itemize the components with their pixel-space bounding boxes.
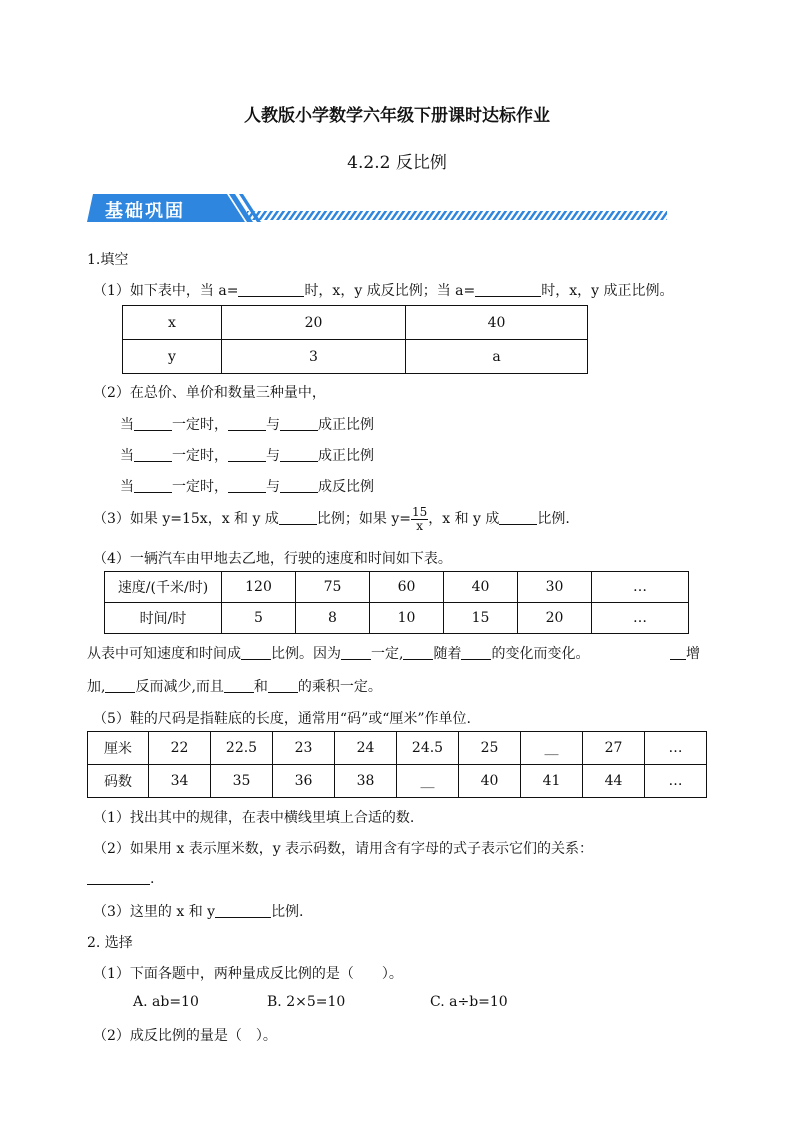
q1-p2-intro: （2）在总价、单价和数量三种量中， [93,385,326,401]
answer-blank[interactable] [341,645,371,660]
table-cell: 22.5 [211,732,273,765]
q1-p1-pre: （1）如下表中，当 a= [93,283,239,299]
table-cell: 40 [459,765,521,798]
q1-p4-l1e: 的变化而变化。 [491,646,590,662]
table-cell: 10 [370,603,444,634]
table-cell: 厘米 [88,732,149,765]
table-cell: 24 [335,732,397,765]
table-cell: 34 [149,765,211,798]
q1-p4-l2d: 的乘积一定。 [297,679,382,695]
q1-p3-b: 比例；如果 y= [316,511,411,527]
speed-time-table [104,571,689,634]
answer-blank[interactable] [215,903,271,918]
q2-heading: 2. 选择 [87,935,133,951]
q1-p5-sub2-answer [87,870,154,887]
q1-p3-a: （3）如果 y=15x，x 和 y 成 [93,511,279,527]
table-cell[interactable]: __ [521,732,583,765]
option-c[interactable]: C. a÷b=10 [430,994,508,1010]
q1-p4-l1a: 从表中可知速度和时间成 [87,646,241,662]
table-cell: 速度/(千米/时) [105,572,222,603]
table-row [105,603,689,634]
answer-blank[interactable] [670,645,686,660]
table-row [88,765,707,798]
ding-text: 一定时， [172,479,228,495]
option-a[interactable]: A. ab=10 [133,994,199,1010]
table-cell: x [123,306,222,340]
answer-blank[interactable] [475,282,541,297]
page-subtitle: 4.2.2 反比例 [347,153,447,173]
q1-p4-l1d: 随着 [433,646,462,662]
answer-blank[interactable] [403,645,433,660]
table-row [123,340,588,374]
page-title: 人教版小学数学六年级下册课时达标作业 [244,106,550,126]
q1-p3-c: ，x 和 y 成 [428,511,500,527]
table-row [105,572,689,603]
table-row [123,306,588,340]
q1-p4-l2b: 反而减少,而且 [135,679,224,695]
answer-blank[interactable] [241,645,271,660]
table-cell: 60 [370,572,444,603]
table-cell: … [592,603,689,634]
table-cell: 38 [335,765,397,798]
q1-p2-line1 [120,414,374,434]
table-cell: 22 [149,732,211,765]
relation-text: 成正比例 [318,448,374,464]
dang-text: 当 [120,479,134,495]
table-cell: 41 [521,765,583,798]
table-cell: 27 [583,732,645,765]
table-cell: 20 [222,306,406,340]
yu-text: 与 [266,479,280,495]
table-cell: 35 [211,765,273,798]
table-cell: 8 [296,603,370,634]
answer-blank[interactable] [87,870,150,885]
answer-blank[interactable] [499,510,537,525]
table-cell: … [645,732,707,765]
answer-blank[interactable] [134,447,172,462]
answer-blank[interactable] [238,282,304,297]
table-cell: 24.5 [397,732,459,765]
q2-p2: （2）成反比例的量是（ ）。 [93,1028,277,1044]
q1-p4-l2a: 加, [87,679,106,695]
xy-table [122,305,588,374]
answer-blank[interactable] [268,678,298,693]
table-cell: 30 [518,572,592,603]
q1-p1 [93,280,674,300]
q1-p4-l1c: 一定, [371,646,404,662]
answer-blank[interactable] [228,478,266,493]
table-cell: 25 [459,732,521,765]
table-cell: … [592,572,689,603]
table-cell[interactable]: __ [397,765,459,798]
table-cell: a [406,340,588,374]
answer-blank[interactable] [105,678,135,693]
q1-p5-sub2-end: . [150,871,155,887]
table-cell: 5 [222,603,296,634]
q1-p5-sub3 [93,901,304,921]
relation-text: 成反比例 [318,479,374,495]
table-row [88,732,707,765]
fraction [411,506,428,533]
table-cell: 36 [273,765,335,798]
q1-p5-s3a: （3）这里的 x 和 y [93,904,216,920]
q1-p4-line1-end [670,643,700,663]
q1-p5-s3b: 比例. [271,904,304,920]
table-cell: 40 [444,572,518,603]
shoe-size-table [87,731,707,798]
table-cell: 23 [273,732,335,765]
section-banner [87,190,672,226]
table-cell: 120 [222,572,296,603]
ding-text: 一定时， [172,448,228,464]
answer-blank[interactable] [134,478,172,493]
dang-text: 当 [120,417,134,433]
table-cell: 40 [406,306,588,340]
table-cell: 75 [296,572,370,603]
yu-text: 与 [266,417,280,433]
q1-p2-line2 [120,445,374,465]
fraction-denominator: x [416,518,423,533]
answer-blank[interactable] [461,645,491,660]
q2-p1: （1）下面各题中，两种量成反比例的是（ ）。 [93,966,403,982]
q1-p4-l1b: 比例。因为 [271,646,341,662]
q1-p5-sub1: （1）找出其中的规律，在表中横线里填上合适的数. [93,810,415,826]
answer-blank[interactable] [224,678,254,693]
answer-blank[interactable] [280,447,318,462]
q1-p1-post: 时，x，y 成正比例。 [541,283,674,299]
dang-text: 当 [120,448,134,464]
yu-text: 与 [266,448,280,464]
q1-p3-d: 比例. [537,511,570,527]
q1-p4-l2c: 和 [253,679,268,695]
table-cell: 时间/时 [105,603,222,634]
q1-p4-intro: （4）一辆汽车由甲地去乙地，行驶的速度和时间如下表。 [93,551,452,567]
answer-blank[interactable] [279,510,317,525]
table-cell: 44 [583,765,645,798]
option-b[interactable]: B. 2×5=10 [267,994,346,1010]
answer-blank[interactable] [280,416,318,431]
q1-p4-line1 [87,643,707,663]
table-cell: 3 [222,340,406,374]
answer-blank[interactable] [280,478,318,493]
q1-p4-l1f: 增 [686,646,700,662]
table-cell: 20 [518,603,592,634]
table-cell: … [645,765,707,798]
q1-p4-line2 [87,676,382,696]
table-cell: 码数 [88,765,149,798]
table-cell: 15 [444,603,518,634]
fraction-numerator: 15 [411,504,428,519]
relation-text: 成正比例 [318,417,374,433]
q1-heading: 1.填空 [87,252,129,268]
q1-p5-sub2: （2）如果用 x 表示厘米数，y 表示码数，请用含有字母的式子表示它们的关系： [93,841,594,857]
q1-p1-mid: 时，x，y 成反比例；当 a= [304,283,476,299]
table-cell: y [123,340,222,374]
q1-p2-line3 [120,476,374,496]
answer-blank[interactable] [228,447,266,462]
ding-text: 一定时， [172,417,228,433]
answer-blank[interactable] [134,416,172,431]
q1-p5-intro: （5）鞋的尺码是指鞋底的长度，通常用“码”或“厘米”作单位. [93,711,471,727]
section-badge-label: 基础巩固 [105,201,185,222]
q1-p3 [93,504,570,534]
answer-blank[interactable] [228,416,266,431]
